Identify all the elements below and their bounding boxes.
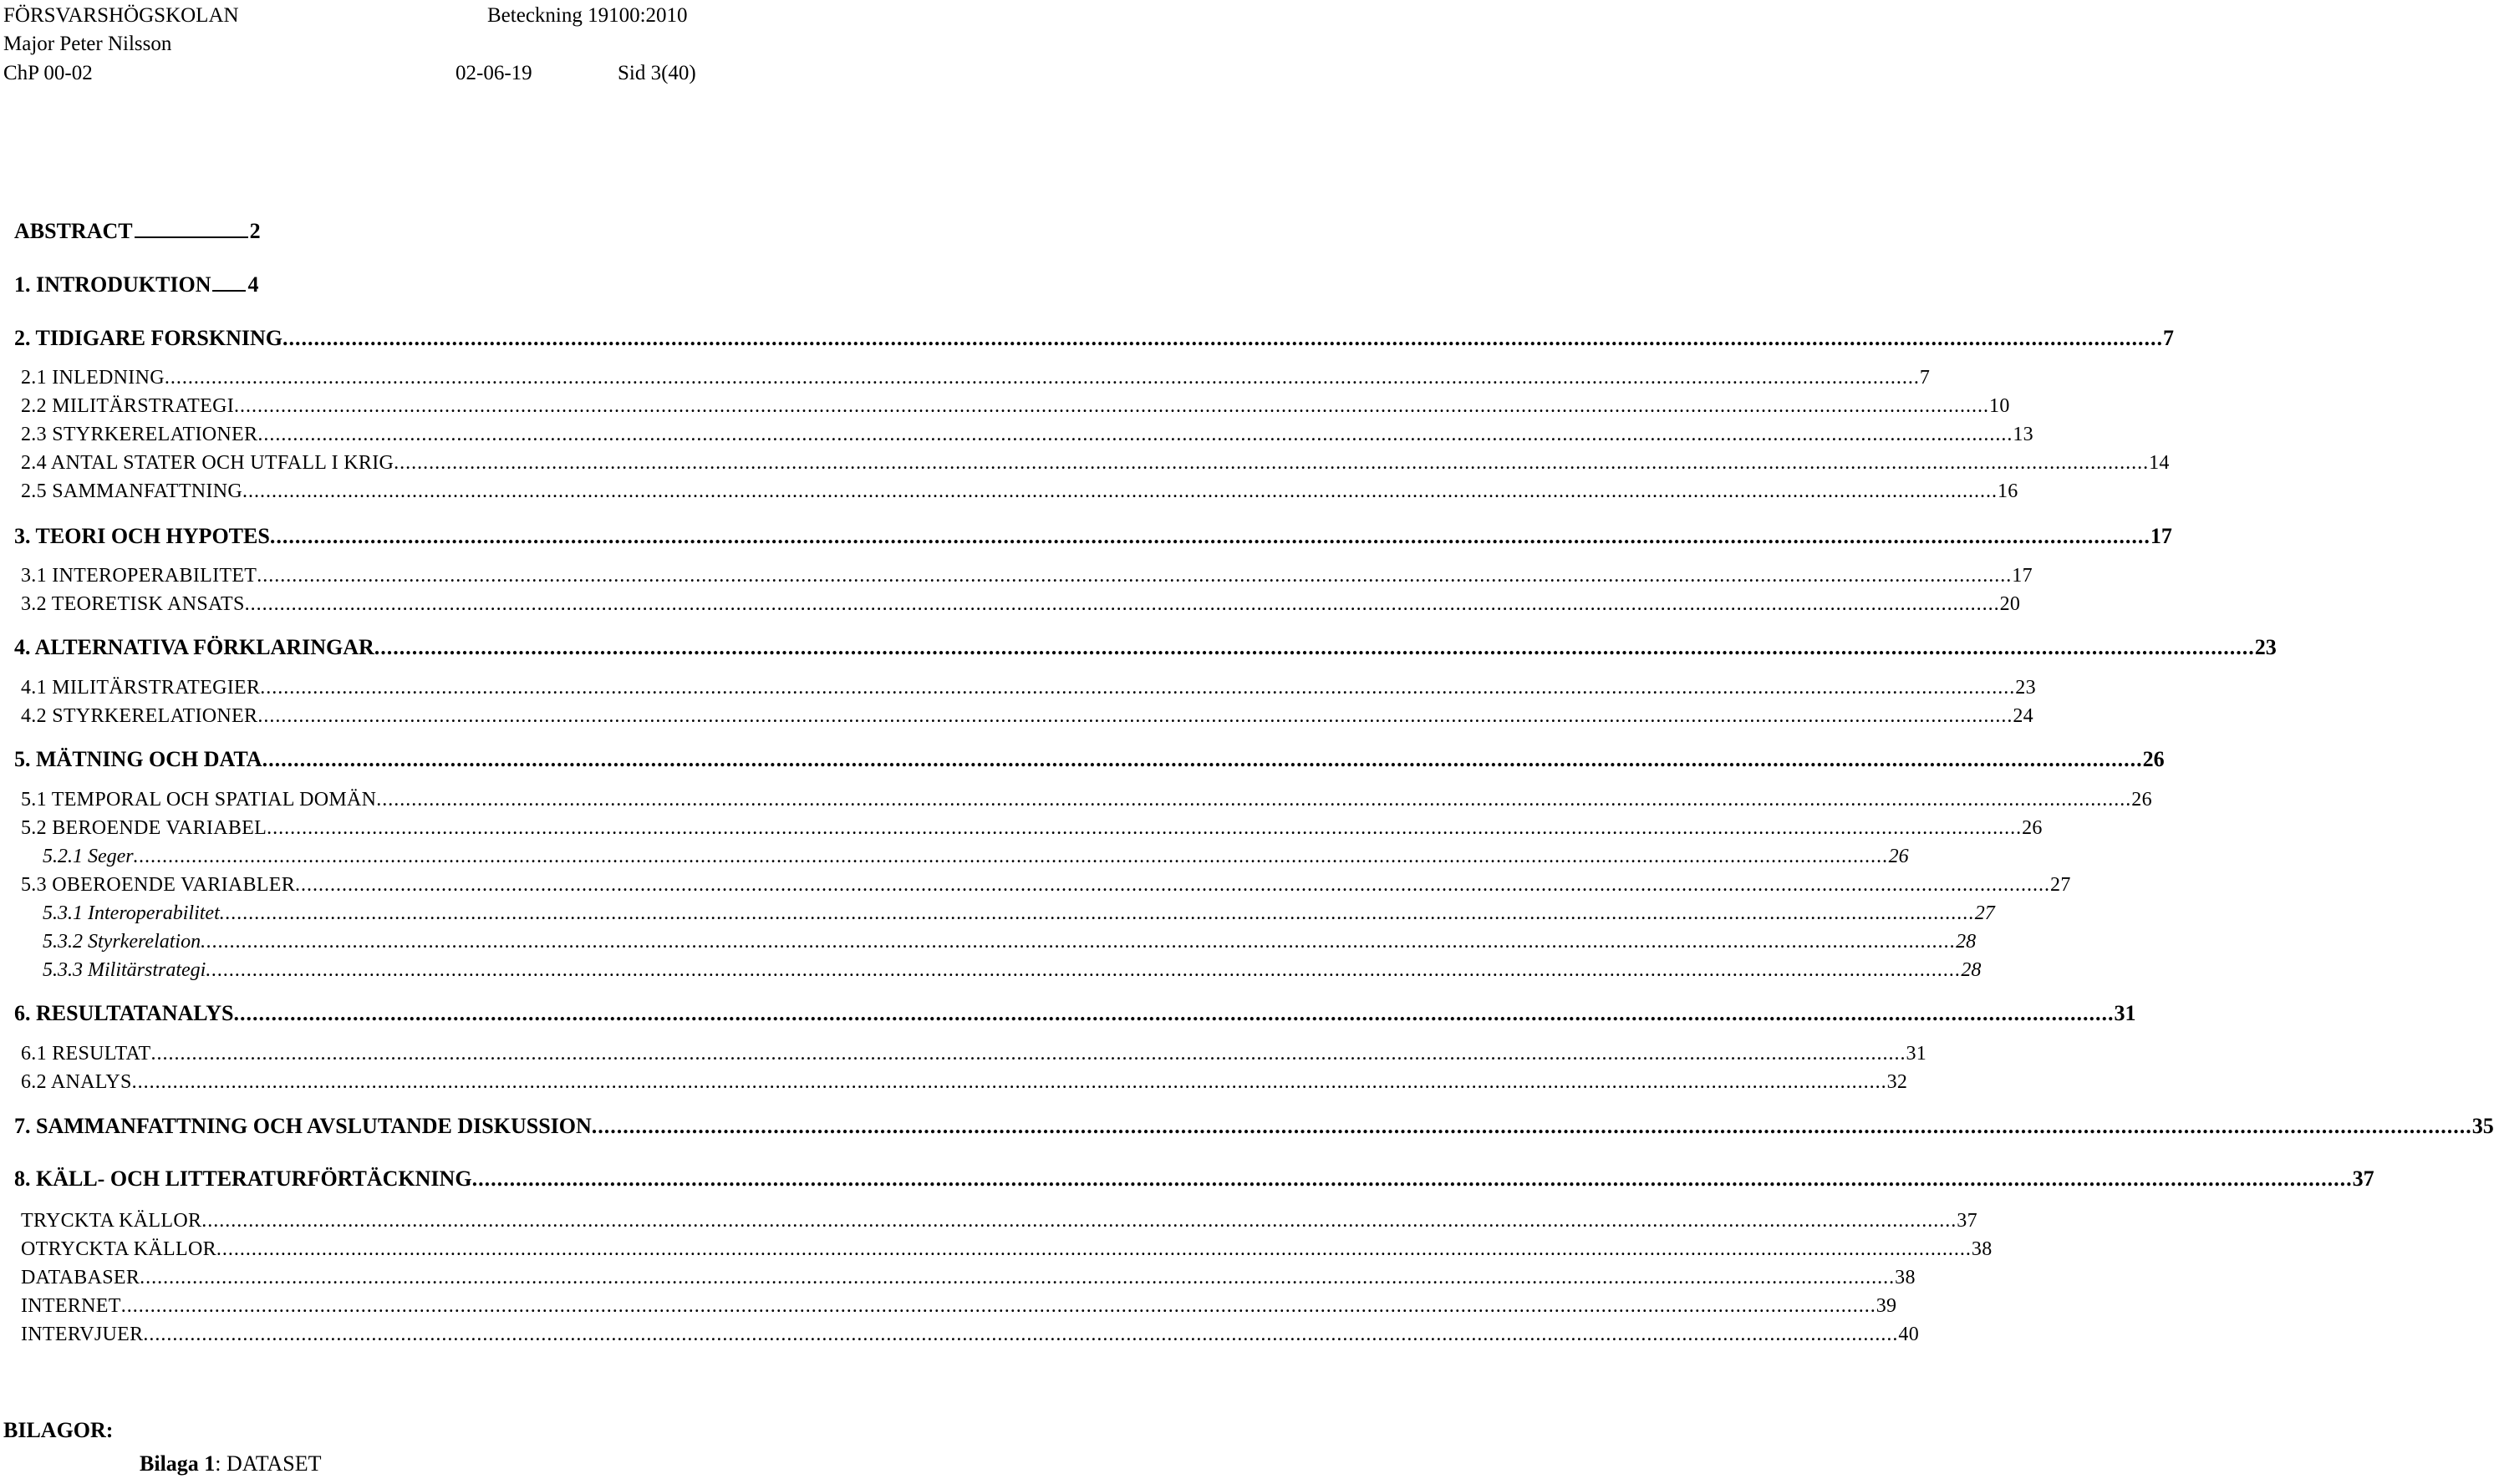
- document-date: 02-06-19: [456, 62, 532, 84]
- toc-entry-label: 3.1 INTEROPERABILITET: [21, 565, 257, 587]
- toc-entry-label: DATABASER: [21, 1267, 140, 1288]
- toc-entry[interactable]: [21, 424, 2033, 446]
- toc-entry[interactable]: [14, 747, 2165, 772]
- toc-entry-label: INTERNET: [21, 1295, 121, 1317]
- toc-leader-dots: ............................................................................................................................................................................................................................................................................................................: [374, 635, 2255, 659]
- toc-entry-label: OTRYCKTA KÄLLOR: [21, 1238, 216, 1260]
- toc-entry-introduktion[interactable]: [14, 272, 258, 297]
- toc-entry-page: 17: [2012, 565, 2033, 587]
- document-designation: Beteckning 19100:2010: [487, 4, 688, 27]
- toc-leader-dots: ............................................................................................................................................................................................................................................................................................................: [262, 747, 2143, 771]
- toc-entry-page: 14: [2149, 452, 2170, 474]
- toc-leader-dots: ............................................................................................................................................................................................................................................................................................................: [242, 480, 1998, 502]
- appendix-item-label: Bilaga 1: [140, 1451, 216, 1476]
- toc-entry-page: 27: [1974, 902, 1995, 924]
- toc-entry[interactable]: [21, 789, 2152, 811]
- toc-entry-page: 38: [1895, 1267, 1916, 1288]
- toc-entry-label: 5.3.2 Styrkerelation: [43, 931, 201, 953]
- toc-leader-dots: ............................................................................................................................................................................................................................................................................................................: [376, 789, 2132, 811]
- toc-entry-page: 26: [1888, 846, 1909, 867]
- toc-entry-page: 31: [2114, 1001, 2136, 1025]
- institution-name: FÖRSVARSHÖGSKOLAN: [3, 4, 239, 27]
- toc-entry-label: 1. INTRODUKTION: [14, 272, 211, 297]
- author-name: Major Peter Nilsson: [3, 33, 172, 55]
- toc-entry-page: 35: [2471, 1114, 2494, 1138]
- toc-entry-label: 7. SAMMANFATTNING OCH AVSLUTANDE DISKUSSION: [14, 1114, 592, 1138]
- toc-leader-dots: ............................................................................................................................................................................................................................................................................................................: [201, 931, 1957, 953]
- toc-entry-page: 28: [1956, 931, 1977, 953]
- toc-entry[interactable]: [21, 677, 2036, 699]
- toc-entry-page: 17: [2150, 524, 2172, 548]
- toc-entry[interactable]: [21, 1238, 1993, 1261]
- toc-entry[interactable]: [14, 1166, 2374, 1192]
- toc-entry-page: 40: [1898, 1324, 1920, 1345]
- toc-entry[interactable]: [14, 1114, 2494, 1139]
- toc-entry-label: 5.2.1 Seger: [43, 846, 134, 867]
- toc-entry-label: 2. TIDIGARE FORSKNING: [14, 326, 282, 350]
- toc-entry-label: 5.1 TEMPORAL OCH SPATIAL DOMÄN: [21, 789, 377, 811]
- toc-entry[interactable]: [21, 1210, 1977, 1232]
- toc-entry[interactable]: [14, 635, 2277, 660]
- toc-entry-page: 28: [1961, 959, 1982, 981]
- toc-leader-dots: ............................................................................................................................................................................................................................................................................................................: [269, 524, 2150, 548]
- toc-entry-label: 2.5 SAMMANFATTNING: [21, 480, 242, 502]
- toc-entry-page: 23: [2015, 677, 2036, 699]
- toc-entry-page: 20: [1999, 593, 2021, 615]
- toc-entry[interactable]: [43, 931, 1977, 953]
- toc-entry-page: 26: [2022, 817, 2043, 839]
- toc-entry-label: TRYCKTA KÄLLOR: [21, 1210, 202, 1232]
- toc-entry[interactable]: [21, 395, 2010, 418]
- toc-entry-label: 4. ALTERNATIVA FÖRKLARINGAR: [14, 635, 374, 659]
- toc-leader-dots: ............................................................................................................................................................................................................................................................................................................: [216, 1238, 1972, 1260]
- appendix-item-text: : DATASET: [215, 1451, 322, 1476]
- toc-entry-page: 37: [1957, 1210, 1977, 1232]
- toc-entry-page: 4: [247, 272, 259, 297]
- toc-entry-label: 6. RESULTATANALYS: [14, 1001, 234, 1025]
- appendix-item[interactable]: [140, 1451, 322, 1476]
- toc-entry-page: 7: [2162, 326, 2174, 350]
- toc-entry-page: 13: [2013, 424, 2033, 445]
- toc-entry[interactable]: [21, 1043, 1927, 1065]
- toc-entry-label: 2.2 MILITÄRSTRATEGI: [21, 395, 235, 417]
- toc-leader-dots: ............................................................................................................................................................................................................................................................................................................: [206, 959, 1962, 981]
- toc-leader-dots: ............................................................................................................................................................................................................................................................................................................: [133, 846, 1889, 867]
- toc-entry-page: 27: [2050, 874, 2071, 896]
- toc-entry[interactable]: [14, 326, 2174, 351]
- toc-entry-label: 2.4 ANTAL STATER OCH UTFALL I KRIG: [21, 452, 394, 474]
- toc-entry[interactable]: [43, 846, 1909, 868]
- toc-entry[interactable]: [21, 367, 1931, 389]
- course-code: ChP 00-02: [3, 62, 93, 84]
- toc-entry-page: 23: [2254, 635, 2277, 659]
- toc-leader-dots: ............................................................................................................................................................................................................................................................................................................: [257, 705, 2013, 727]
- toc-leader-dots: ............................................................................................................................................................................................................................................................................................................: [131, 1071, 1887, 1093]
- toc-leader-dots: ............................................................................................................................................................................................................................................................................................................: [233, 1001, 2115, 1025]
- toc-entry-label: 5.2 BEROENDE VARIABEL: [21, 817, 267, 839]
- toc-entry[interactable]: [43, 902, 1995, 925]
- toc-entry-page: 37: [2352, 1166, 2374, 1191]
- toc-entry-label: 5. MÄTNING OCH DATA: [14, 747, 262, 771]
- toc-leader-dots: ............................................................................................................................................................................................................................................................................................................: [120, 1295, 1876, 1317]
- toc-entry-page: 26: [2131, 789, 2152, 811]
- toc-entry-page: 31: [1906, 1043, 1927, 1065]
- toc-entry-label: 2.1 INLEDNING: [21, 367, 165, 389]
- toc-leader-line: [212, 288, 246, 292]
- toc-entry[interactable]: [21, 874, 2071, 897]
- toc-leader-dots: ............................................................................................................................................................................................................................................................................................................: [140, 1267, 1896, 1288]
- toc-entry[interactable]: [14, 1001, 2136, 1026]
- toc-leader-dots: ............................................................................................................................................................................................................................................................................................................: [164, 367, 1920, 389]
- toc-entry-page: 2: [249, 219, 261, 243]
- toc-leader-dots: ............................................................................................................................................................................................................................................................................................................: [295, 874, 2051, 896]
- toc-entry-label: 4.1 MILITÄRSTRATEGIER: [21, 677, 261, 699]
- toc-entry[interactable]: [21, 817, 2043, 840]
- toc-leader-dots: ............................................................................................................................................................................................................................................................................................................: [260, 677, 2016, 699]
- toc-entry[interactable]: [21, 1324, 1920, 1346]
- toc-entry-label: 3. TEORI OCH HYPOTES: [14, 524, 270, 548]
- toc-leader-dots: ............................................................................................................................................................................................................................................................................................................: [244, 593, 2000, 615]
- toc-leader-dots: ............................................................................................................................................................................................................................................................................................................: [234, 395, 1990, 417]
- toc-leader-line: [135, 235, 248, 238]
- toc-entry[interactable]: [21, 1267, 1916, 1289]
- toc-entry-page: 38: [1971, 1238, 1993, 1260]
- toc-entry-label: 6.2 ANALYS: [21, 1071, 132, 1093]
- toc-leader-dots: ............................................................................................................................................................................................................................................................................................................: [267, 817, 2023, 839]
- toc-entry[interactable]: [21, 452, 2170, 475]
- toc-entry-page: 10: [1989, 395, 2010, 417]
- toc-entry-page: 26: [2142, 747, 2165, 771]
- toc-entry-page: 39: [1876, 1295, 1897, 1317]
- appendix-heading: BILAGOR:: [3, 1418, 114, 1442]
- toc-entry-page: 7: [1919, 367, 1931, 389]
- toc-leader-dots: ............................................................................................................................................................................................................................................................................................................: [219, 902, 1975, 924]
- toc-entry-label: 2.3 STYRKERELATIONER: [21, 424, 258, 445]
- toc-entry-abstract[interactable]: [14, 219, 261, 244]
- toc-leader-dots: ............................................................................................................................................................................................................................................................................................................: [471, 1166, 2353, 1191]
- toc-entry[interactable]: [21, 1295, 1897, 1318]
- toc-entry-label: 4.2 STYRKERELATIONER: [21, 705, 258, 727]
- toc-entry[interactable]: [14, 524, 2172, 549]
- toc-entry-label: 3.2 TEORETISK ANSATS: [21, 593, 245, 615]
- toc-leader-dots: ............................................................................................................................................................................................................................................................................................................: [201, 1210, 1957, 1232]
- toc-leader-dots: ............................................................................................................................................................................................................................................................................................................: [394, 452, 2150, 474]
- toc-leader-dots: ............................................................................................................................................................................................................................................................................................................: [591, 1114, 2472, 1138]
- toc-leader-dots: ............................................................................................................................................................................................................................................................................................................: [257, 565, 2013, 587]
- toc-entry-label: 5.3.1 Interoperabilitet: [43, 902, 220, 924]
- toc-entry[interactable]: [21, 1071, 1908, 1094]
- toc-entry-page: 32: [1886, 1071, 1908, 1093]
- toc-leader-dots: ............................................................................................................................................................................................................................................................................................................: [282, 326, 2163, 350]
- toc-entry[interactable]: [21, 593, 2021, 616]
- toc-entry-label: 8. KÄLL- OCH LITTERATURFÖRTÄCKNING: [14, 1166, 472, 1191]
- toc-entry-label: ABSTRACT: [14, 219, 133, 243]
- toc-entry[interactable]: [43, 959, 1982, 982]
- toc-leader-dots: ............................................................................................................................................................................................................................................................................................................: [257, 424, 2013, 445]
- page-number: Sid 3(40): [618, 62, 696, 84]
- toc-leader-dots: ............................................................................................................................................................................................................................................................................................................: [150, 1043, 1906, 1065]
- toc-entry-page: 24: [2013, 705, 2033, 727]
- toc-entry[interactable]: [21, 705, 2033, 728]
- toc-entry-label: 5.3.3 Militärstrategi: [43, 959, 206, 981]
- toc-entry-label: 5.3 OBEROENDE VARIABLER: [21, 874, 296, 896]
- toc-entry[interactable]: [21, 565, 2033, 587]
- toc-entry[interactable]: [21, 480, 2018, 503]
- toc-entry-label: INTERVJUER: [21, 1324, 144, 1345]
- toc-entry-label: 6.1 RESULTAT: [21, 1043, 151, 1065]
- toc-leader-dots: ............................................................................................................................................................................................................................................................................................................: [143, 1324, 1899, 1345]
- toc-entry-page: 16: [1997, 480, 2018, 502]
